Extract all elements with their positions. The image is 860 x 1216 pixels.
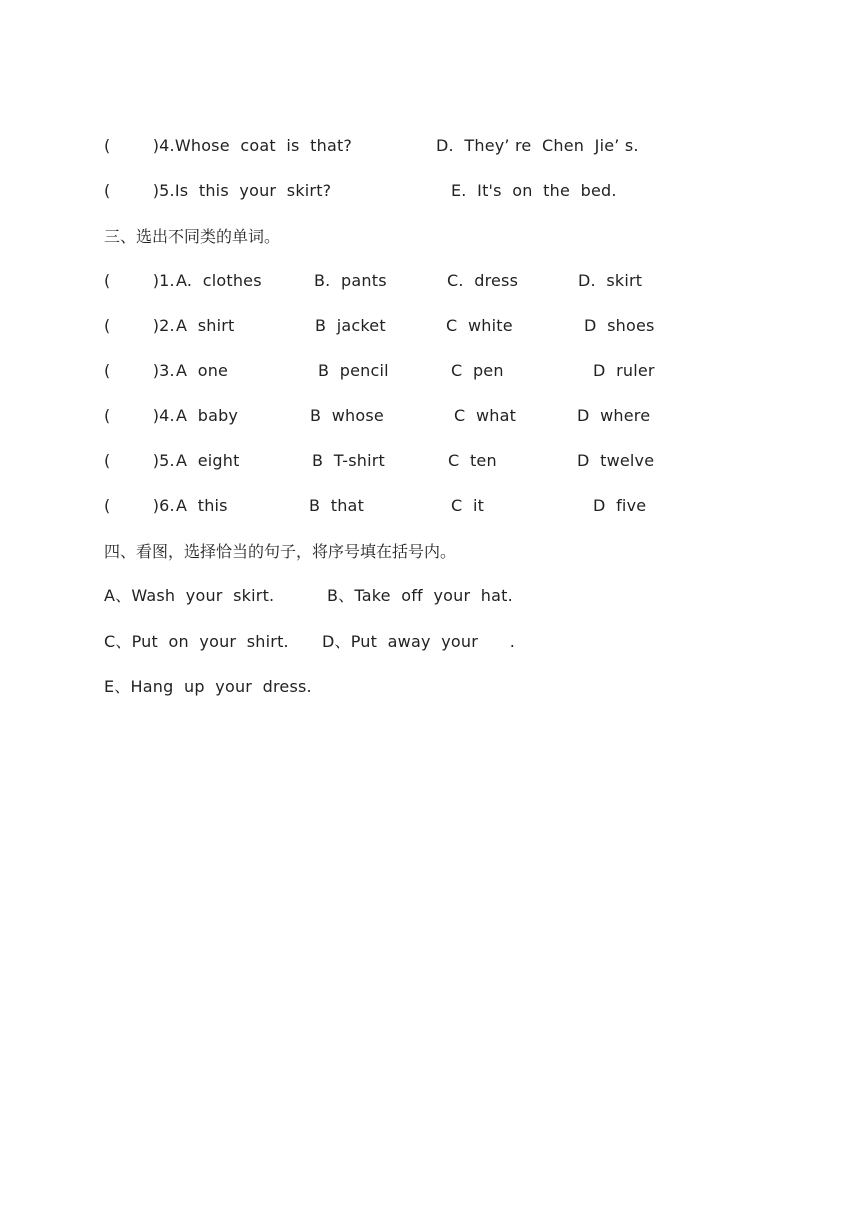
option-a: A this [176,496,228,515]
option-c: C what [454,406,517,425]
question-number: ( )5. [104,451,175,470]
sentence-option-b: B、Take off your hat. [327,586,513,605]
option-b: B. pants [314,271,387,290]
question-number: ( )1. [104,271,175,290]
option-b: B pencil [318,361,389,380]
option-d: D ruler [593,361,655,380]
option-a: A baby [176,406,239,425]
option-d: D. skirt [578,271,643,290]
question-number: ( )4. [104,406,175,425]
sentence-option-a: A、Wash your skirt. [104,586,275,605]
question-number: ( )3. [104,361,175,380]
option-b: B jacket [315,316,386,335]
odd-one-out-row-6 [0,494,860,518]
option-a: A one [176,361,229,380]
matching-answer: E. It's on the bed. [451,181,617,200]
question-number: ( )2. [104,316,175,335]
sentence-option-e: E、Hang up your dress. [104,677,312,696]
option-c: C pen [451,361,504,380]
odd-one-out-row-4 [0,404,860,428]
matching-question: ( )5.Is this your skirt? [104,181,332,200]
option-c: C ten [448,451,497,470]
option-a: A. clothes [176,271,262,290]
matching-row-5 [0,179,860,203]
matching-row-4 [0,134,860,158]
option-a: A eight [176,451,240,470]
sentence-option-c: C、Put on your shirt. [104,632,289,651]
option-a: A shirt [176,316,235,335]
section-3-heading: 三、选出不同类的单词。 [104,227,281,246]
section-4-heading: 四、看图，选择恰当的句子，将序号填在括号内。 [104,542,457,561]
option-c: C it [451,496,485,515]
sentence-option-d: D、Put away your . [322,632,515,651]
option-d: D five [593,496,647,515]
option-d: D twelve [577,451,655,470]
matching-answer: D. They’ re Chen Jie’ s. [436,136,639,155]
matching-question: ( )4.Whose coat is that? [104,136,353,155]
sentence-options-row-3 [0,675,860,699]
odd-one-out-row-2 [0,314,860,338]
option-c: C. dress [447,271,519,290]
odd-one-out-row-5 [0,449,860,473]
sentence-options-row-1 [0,584,860,608]
option-b: B whose [310,406,384,425]
option-d: D shoes [584,316,655,335]
odd-one-out-row-3 [0,359,860,383]
option-b: B that [309,496,365,515]
option-d: D where [577,406,651,425]
sentence-options-row-2 [0,630,860,654]
option-c: C white [446,316,513,335]
question-number: ( )6. [104,496,175,515]
option-b: B T-shirt [312,451,385,470]
odd-one-out-row-1 [0,269,860,293]
